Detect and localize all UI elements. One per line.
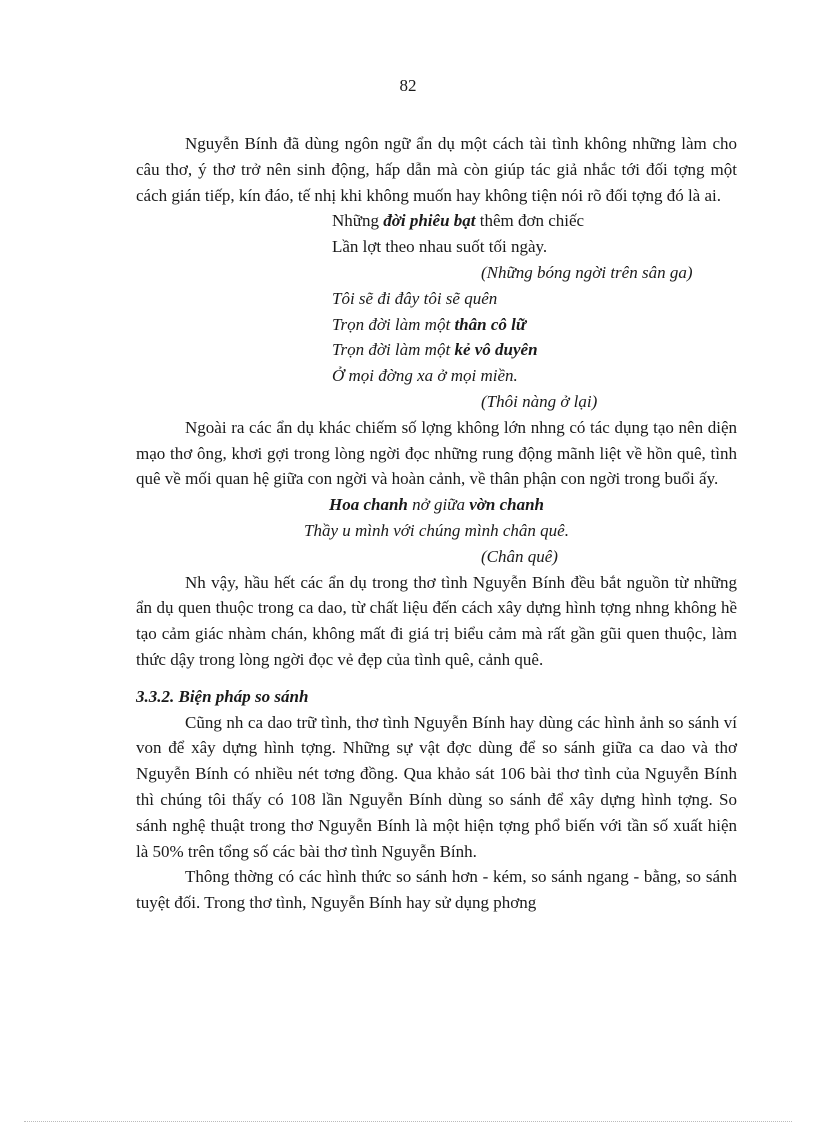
poem-text: Trọn đời làm một (332, 314, 455, 334)
poem-source: (Những bóng ngời trên sân ga) (481, 262, 693, 282)
poem-text: Trọn đời làm một (332, 340, 455, 360)
poem-emphasis: kẻ vô duyên (454, 340, 538, 360)
page-bottom-rule (24, 1121, 792, 1122)
paragraph-2: Ngoài ra các ẩn dụ khác chiếm số lợng không lớn nhng có tác dụng tạo nên diện mạo thơ ông, khơi gợi trong lòng ngời đọc những rung động mãnh liệt về hồn quê, tình quê về mối quan hệ giữa con ngời và hoàn cảnh, về thân phận con ngời trong buổi ấy. (136, 417, 737, 489)
poem-line (136, 208, 737, 234)
paragraph-1: Nguyễn Bính đã dùng ngôn ngữ ẩn dụ một cách tài tình không những làm cho câu thơ, ý thơ trở nên sinh động, hấp dẫn mà còn giúp tác giả nhắc tới đối tợng một cách gián tiếp, kín đáo, tế nhị khi không muốn hay không tiện nói rõ đối tợng đó là ai. (136, 134, 737, 205)
poem-emphasis: Hoa chanh (328, 495, 408, 515)
poem-line: Thầy u mình với chúng mình chân quê. (304, 520, 569, 540)
poem-line: Lần lợt theo nhau suốt tối ngày. (332, 237, 548, 257)
paragraph-3: Nh vậy, hầu hết các ẩn dụ trong thơ tình Nguyễn Bính đều bắt nguồn từ những ẩn dụ quen thuộc trong ca dao, từ chất liệu đến cách xây dựng hình tợng nhng không hề tạo cảm giác nhàm chán, không mất đi giá trị biểu cảm mà rất gần gũi quen thuộc, làm thức dậy trong lòng ngời đọc vẻ đẹp của tình quê, cảnh quê. (136, 572, 737, 669)
page-number: 82 (399, 76, 417, 95)
poem-line (136, 312, 737, 338)
poem-emphasis: vờn chanh (469, 495, 544, 515)
poem-emphasis: thân cô lữ (454, 314, 527, 334)
section-heading: 3.3.2. Biện pháp so sánh (136, 686, 309, 706)
poem-text: Những (332, 211, 384, 231)
paragraph-4: Cũng nh ca dao trữ tình, thơ tình Nguyễn Bính hay dùng các hình ảnh so sánh ví von để xây dựng hình tợng. Những sự vật đợc dùng để so sánh giữa ca dao và thơ Nguyễn Bính có nhiều nét tơng đồng. Qua khảo sát 106 bài thơ tình của Nguyễn Bính thì chúng tôi thấy có 108 lần Nguyễn Bính dùng so sánh để xây dựng hình tợng. So sánh nghệ thuật trong thơ Nguyễn Bính là một hiện tợng phổ biến với tần số xuất hiện là 50% trên tổng số các bài thơ tình Nguyễn Bính. (136, 712, 737, 861)
poem-line: Tôi sẽ đi đây tôi sẽ quên (332, 288, 498, 308)
poem-emphasis: đời phiêu bạt (383, 211, 476, 231)
poem-line: Ở mọi đờng xa ở mọi miền. (332, 366, 518, 386)
poem-text: nở giữa (407, 495, 470, 515)
poem-source: (Thôi nàng ở lại) (481, 391, 598, 411)
paragraph-5: Thông thờng có các hình thức so sánh hơn - kém, so sánh ngang - bằng, so sánh tuyệt đối. Trong thơ tình, Nguyễn Bính hay sử dụng phơng (136, 867, 737, 913)
page-body (136, 131, 737, 916)
poem-text: thêm đơn chiếc (475, 211, 585, 231)
poem-source: (Chân quê) (481, 546, 558, 566)
poem-line (136, 337, 737, 363)
poem-line (136, 492, 737, 518)
poem-excerpt-3 (136, 492, 737, 544)
poem-excerpt-2 (136, 286, 737, 389)
poem-excerpt-1 (136, 208, 737, 260)
